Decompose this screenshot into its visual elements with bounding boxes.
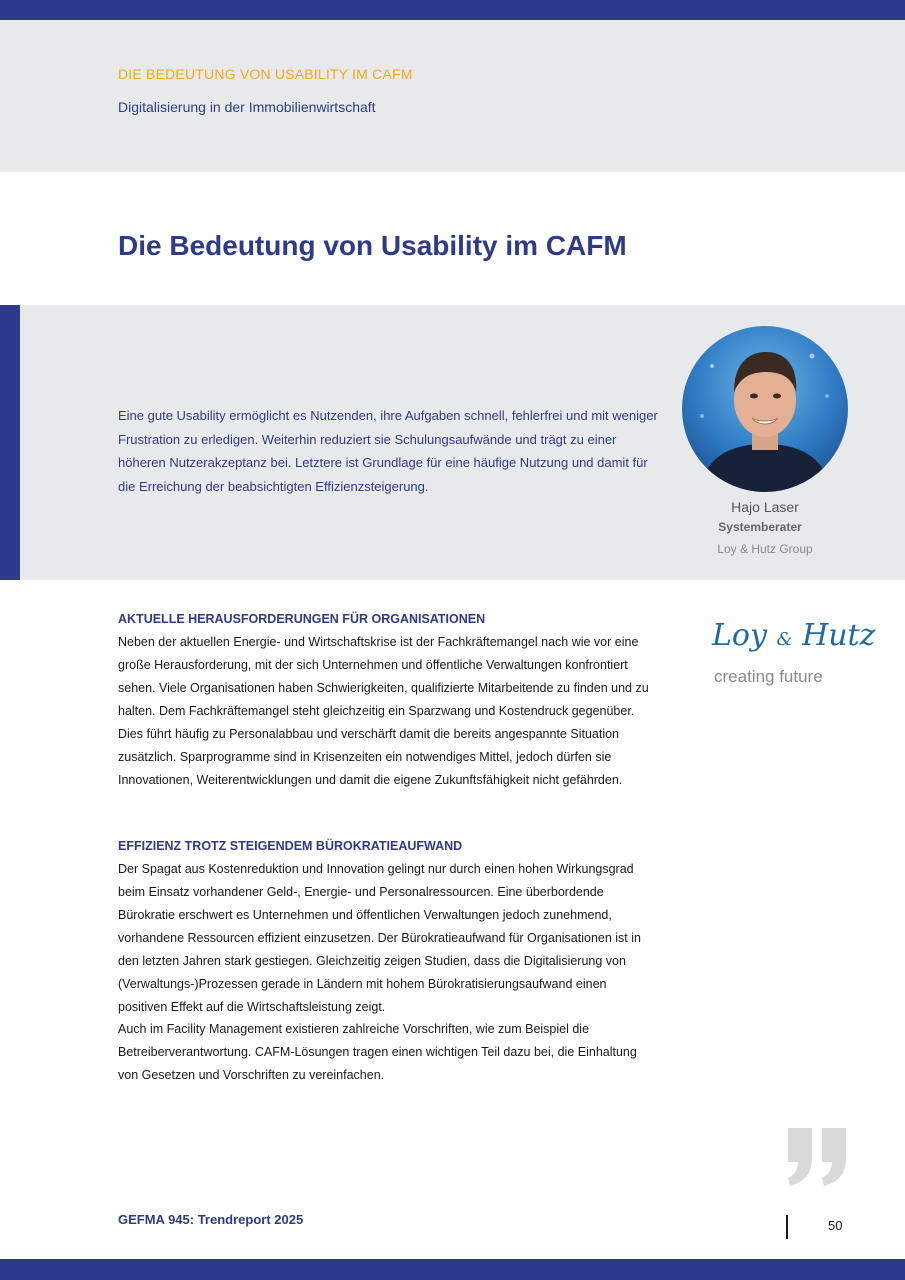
- author-company: Loy & Hutz Group: [717, 542, 813, 556]
- page-title: Die Bedeutung von Usability im CAFM: [118, 230, 627, 261]
- author-role: Systemberater: [718, 520, 802, 534]
- section-subkicker: Digitalisierung in der Immobilienwirtschaft: [118, 99, 376, 115]
- section-body-efficiency: Der Spagat aus Kostenreduktion und Innovation gelingt nur durch einen hohen Wirkungsgrad beim Einsatz vorhandener Geld-, Energie- und Personalressourcen. Eine überbordende Bürokratie erschwert es Unternehmen und öffentlichen Verwaltungen jedoch zunehmend, vorhandene Ressourcen effizient einzusetzen. Der Bürokratieaufwand für Organisationen ist in den letzten Jahren stark gestiegen. Gleichzeitig zeigen Studien, dass die Digitalisierung von (Verwaltungs-)Prozessen gerade in Ländern mit hohem Bürokratisierungsaufwand einen positiven Effekt auf die Wirtschaftsleistung zeigt.: [118, 862, 641, 1014]
- page-number: 50: [828, 1218, 843, 1233]
- logo-tagline: creating future: [714, 667, 823, 686]
- intro-accent-bar: [0, 305, 20, 580]
- bottom-bar: [0, 1259, 905, 1280]
- footer-publication: GEFMA 945: Trendreport 2025: [118, 1212, 304, 1227]
- logo-name-hutz: Hutz: [802, 618, 876, 653]
- logo-name-loy: Loy: [712, 618, 767, 653]
- intro-paragraph: Eine gute Usability ermöglicht es Nutzenden, ihre Aufgaben schnell, fehlerfrei und mit weniger Frustration zu erledigen. Weiterhin reduziert sie Schulungsaufwände und trägt zu einer höheren Nutzerakzeptanz bei. Letztere ist Grundlage für eine häufige Nutzung und damit für die Erreichung der beabsichtigten Effizienzsteigerung.: [118, 408, 658, 494]
- section-body-challenges: Neben der aktuellen Energie- und Wirtschaftskrise ist der Fachkräftemangel nach wie vor eine große Herausforderung, mit der sich Unternehmen und öffentliche Verwaltungen konfrontiert sehen. Viele Organisationen haben Schwierigkeiten, qualifizierte Mitarbeitende zu finden und zu halten. Dem Fachkräftemangel steht gleichzeitig ein Sparzwang und Kostendruck gegenüber. Dies führt häufig zu Personalabbau und verschärft damit die bereits angespannte Situation zusätzlich. Sparprogramme sind in Krisenzeiten ein notwendiges Mittel, jedoch dürfen sie Innovationen, Weiterentwicklungen und damit die eigene Zukunftsfähigkeit nicht gefährden.: [118, 635, 649, 787]
- section-kicker: DIE BEDEUTUNG VON USABILITY IM CAFM: [118, 66, 413, 82]
- section-heading-challenges: AKTUELLE HERAUSFORDERUNGEN FÜR ORGANISATIONEN: [118, 612, 486, 626]
- author-photo: [682, 326, 848, 492]
- section-heading-efficiency: EFFIZIENZ TROTZ STEIGENDEM BÜROKRATIEAUFWAND: [118, 839, 463, 853]
- company-logo: [712, 618, 875, 653]
- author-name: Hajo Laser: [731, 499, 799, 515]
- quote-mark-icon: [786, 1128, 850, 1186]
- header-band: [0, 20, 905, 172]
- logo-ampersand: &: [776, 629, 793, 650]
- section-body-efficiency-continued: Auch im Facility Management existieren zahlreiche Vorschriften, wie zum Beispiel die Betreiberverantwortung. CAFM-Lösungen tragen einen wichtigen Teil dazu bei, die Einhaltung von Gesetzen und Vorschriften zu vereinfachen.: [118, 1022, 637, 1082]
- footer-divider: [786, 1215, 788, 1239]
- top-bar: [0, 0, 905, 20]
- author-portrait-icon: [682, 326, 848, 492]
